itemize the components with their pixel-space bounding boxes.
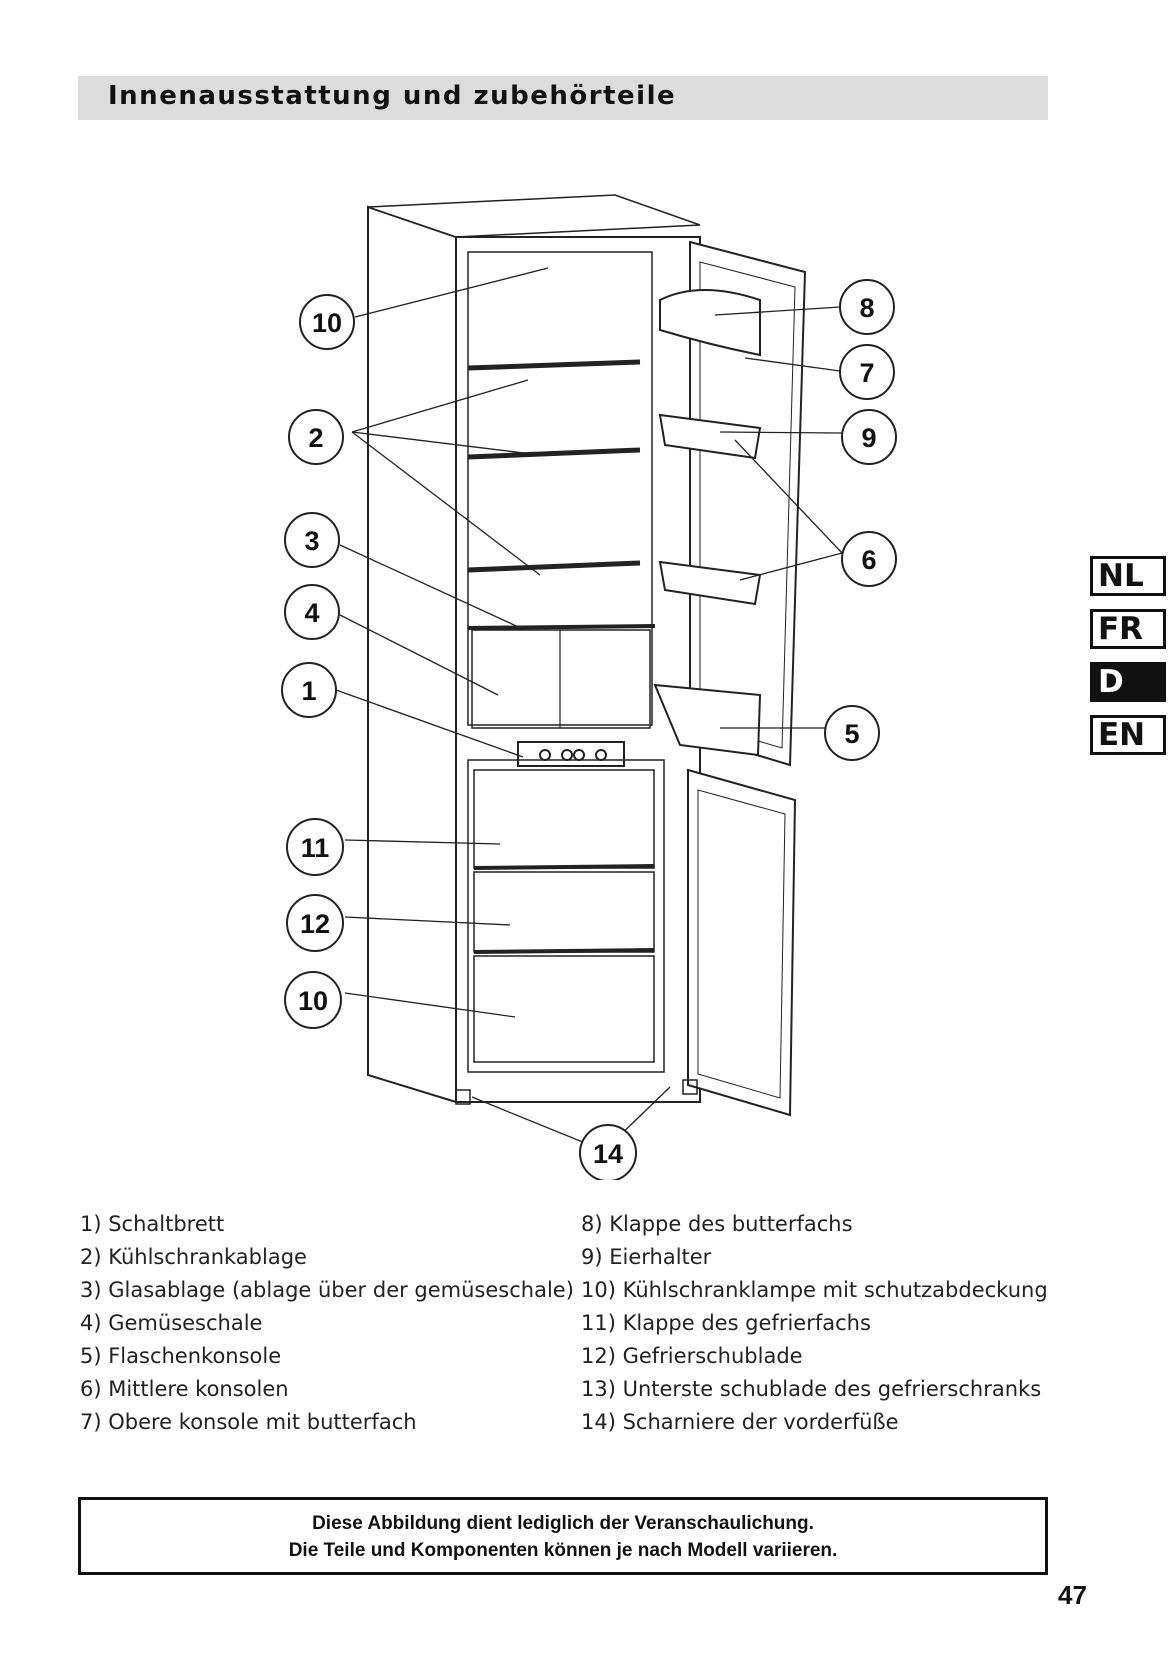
legend-item: 5) Flaschenkonsole xyxy=(80,1344,282,1368)
lang-tab-d[interactable]: D xyxy=(1090,662,1166,702)
disclaimer-line-2: Die Teile und Komponenten können je nach Modell variieren. xyxy=(288,1540,838,1561)
page-number: 47 xyxy=(1058,1580,1087,1610)
callout-number: 2 xyxy=(308,423,324,453)
lang-tab-fr[interactable]: FR xyxy=(1090,609,1166,649)
callout-number: 8 xyxy=(859,293,875,323)
legend-item: 10) Kühlschranklampe mit schutzabdeckung xyxy=(581,1278,1048,1302)
legend-item: 7) Obere konsole mit butterfach xyxy=(80,1410,417,1434)
callout-number: 10 xyxy=(311,308,343,338)
legend-item: 12) Gefrierschublade xyxy=(581,1344,803,1368)
fridge-cabinet-drawing xyxy=(368,195,805,1115)
legend-item: 6) Mittlere konsolen xyxy=(80,1377,289,1401)
callout-number: 10 xyxy=(297,986,329,1016)
legend-item: 8) Klappe des butterfachs xyxy=(581,1212,853,1236)
callout-number: 9 xyxy=(861,423,877,453)
legend-left xyxy=(80,1208,574,1439)
callout-number: 11 xyxy=(300,833,330,863)
disclaimer-line-1: Diese Abbildung dient lediglich der Veranschaulichung. xyxy=(312,1513,814,1534)
legend-item: 1) Schaltbrett xyxy=(80,1212,225,1236)
legend-right xyxy=(581,1208,1048,1439)
lang-tab-nl[interactable]: NL xyxy=(1090,556,1166,596)
legend-item: 4) Gemüseschale xyxy=(80,1311,263,1335)
legend-item: 3) Glasablage (ablage über der gemüseschale) xyxy=(80,1278,574,1302)
callout-number: 7 xyxy=(859,358,875,388)
disclaimer-box xyxy=(78,1497,1048,1575)
section-title: Innenausstattung und zubehörteile xyxy=(108,81,677,111)
legend-item: 11) Klappe des gefrierfachs xyxy=(581,1311,871,1335)
callout-number: 4 xyxy=(304,598,320,628)
legend-item: 13) Unterste schublade des gefrierschranks xyxy=(581,1377,1042,1401)
callout-number: 14 xyxy=(592,1139,624,1169)
callout-number: 3 xyxy=(304,526,320,556)
callout-number: 1 xyxy=(301,676,317,706)
legend-item: 9) Eierhalter xyxy=(581,1245,712,1269)
callout-number: 6 xyxy=(861,545,877,575)
callout-number: 5 xyxy=(844,719,860,749)
legend-item: 2) Kühlschrankablage xyxy=(80,1245,307,1269)
callout-number: 12 xyxy=(299,909,331,939)
lang-tab-en[interactable]: EN xyxy=(1090,715,1166,755)
legend-item: 14) Scharniere der vorderfüße xyxy=(581,1410,899,1434)
